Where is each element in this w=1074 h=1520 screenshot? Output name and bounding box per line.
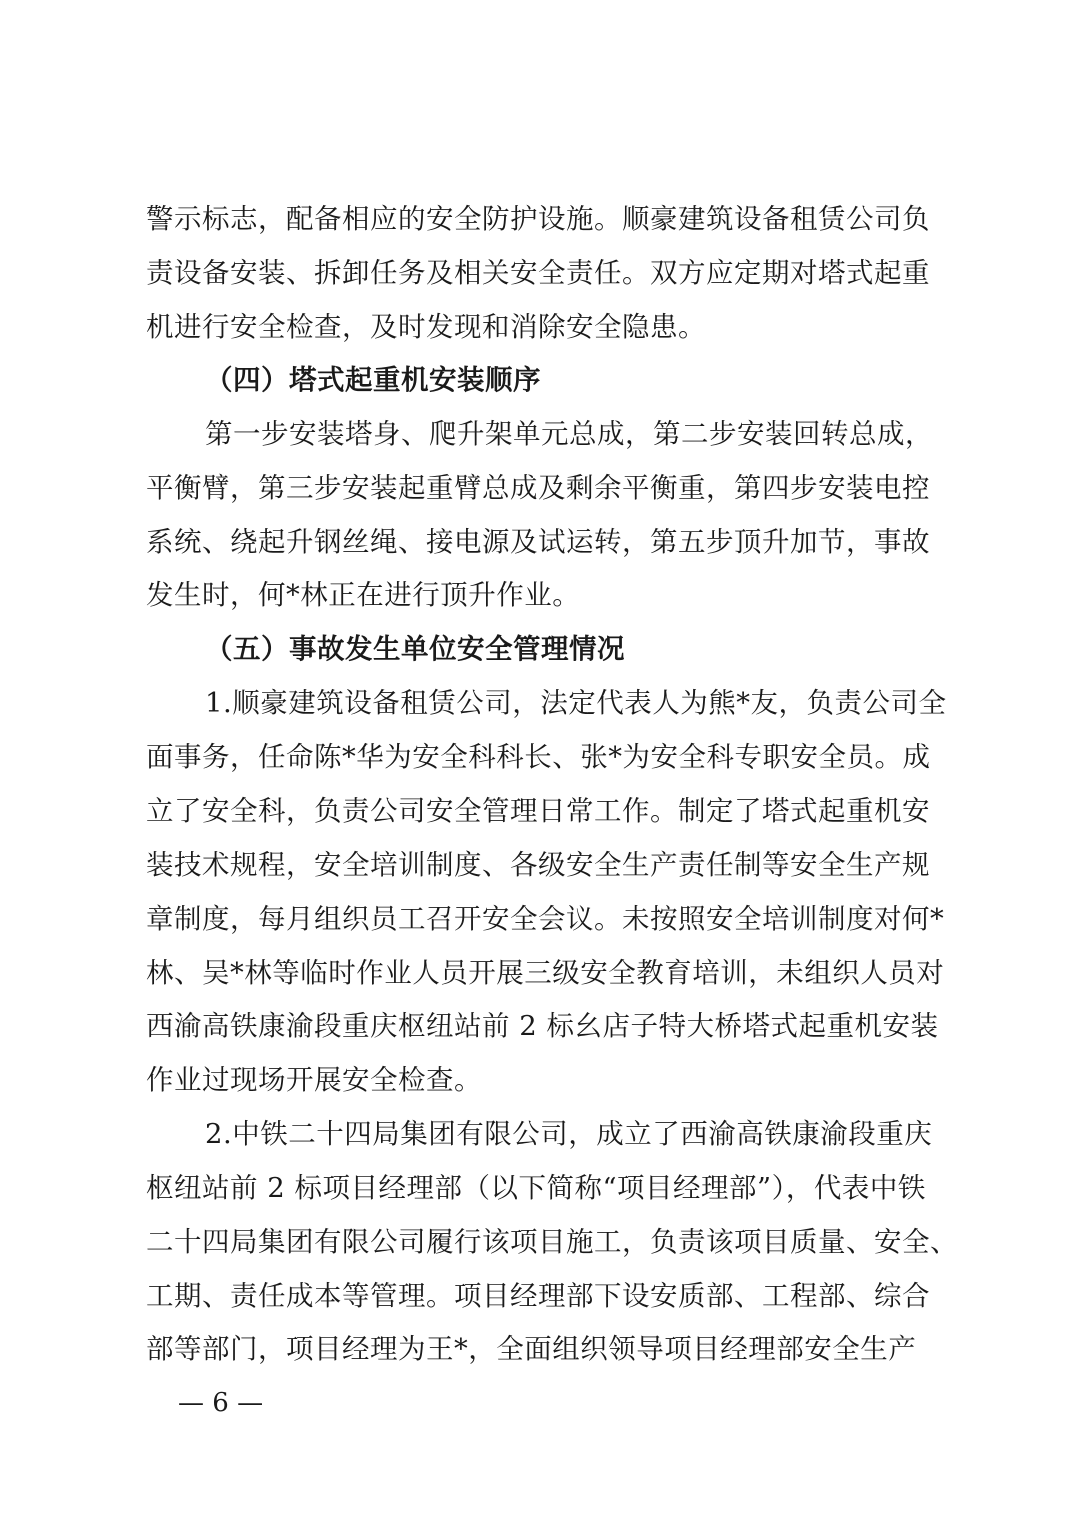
body-text-line: 2.中铁二十四局集团有限公司，成立了西渝高铁康渝段重庆 — [205, 1118, 933, 1150]
body-text-line: 警示标志，配备相应的安全防护设施。顺豪建筑设备租赁公司负 — [146, 203, 930, 235]
page-number: — 6 — — [178, 1388, 264, 1418]
body-text-line: 林、吴*林等临时作业人员开展三级安全教育培训，未组织人员对 — [146, 957, 945, 989]
body-text-line: 枢纽站前 2 标项目经理部（以下简称“项目经理部”），代表中铁 — [146, 1172, 926, 1204]
body-text-line: 章制度，每月组织员工召开安全会议。未按照安全培训制度对何* — [146, 903, 945, 935]
body-text-line: 机进行安全检查，及时发现和消除安全隐患。 — [146, 311, 706, 343]
body-text-line: 作业过现场开展安全检查。 — [146, 1064, 482, 1096]
body-text-line: 1.顺豪建筑设备租赁公司，法定代表人为熊*友，负责公司全 — [205, 687, 947, 719]
section-heading: （五）事故发生单位安全管理情况 — [205, 633, 625, 665]
body-text-line: 西渝高铁康渝段重庆枢纽站前 2 标幺店子特大桥塔式起重机安装 — [146, 1010, 939, 1042]
body-text-line: 第一步安装塔身、爬升架单元总成，第二步安装回转总成， — [205, 418, 933, 450]
body-text-line: 平衡臂，第三步安装起重臂总成及剩余平衡重，第四步安装电控 — [146, 472, 930, 504]
body-text-line: 系统、绕起升钢丝绳、接电源及试运转，第五步顶升加节，事故 — [146, 526, 930, 558]
body-text-line: 责设备安装、拆卸任务及相关安全责任。双方应定期对塔式起重 — [146, 257, 930, 289]
body-text-line: 工期、责任成本等管理。项目经理部下设安质部、工程部、综合 — [146, 1280, 930, 1312]
section-heading: （四）塔式起重机安装顺序 — [205, 364, 541, 396]
body-text-line: 部等部门，项目经理为王*，全面组织领导项目经理部安全生产 — [146, 1333, 917, 1365]
body-text-line: 二十四局集团有限公司履行该项目施工，负责该项目质量、安全、 — [146, 1226, 958, 1258]
body-text-line: 立了安全科，负责公司安全管理日常工作。制定了塔式起重机安 — [146, 795, 930, 827]
body-text-line: 发生时，何*林正在进行顶升作业。 — [146, 579, 581, 611]
body-text-line: 面事务，任命陈*华为安全科科长、张*为安全科专职安全员。成 — [146, 741, 931, 773]
body-text-line: 装技术规程，安全培训制度、各级安全生产责任制等安全生产规 — [146, 849, 930, 881]
